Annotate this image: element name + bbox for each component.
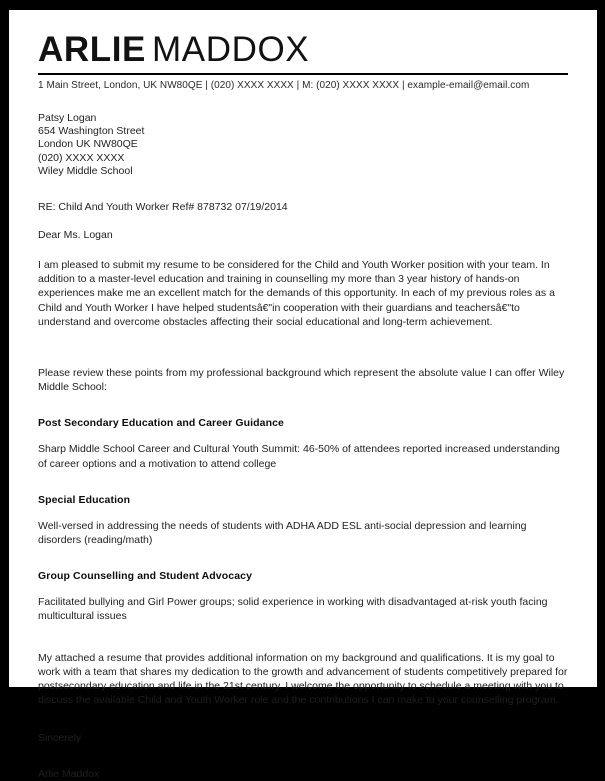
recipient-phone: (020) XXXX XXXX: [38, 151, 125, 164]
signoff: Sincerely: [38, 732, 82, 745]
intro-paragraph: I am pleased to submit my resume to be considered for the Child and Youth Worker position with your team. In addition to a master-level education and training in counselling my more than 3 year history of hands-on experiences make me an excellent match for the demands of this opportunity. In each of my previous roles as a Child and Youth Worker I have helped studentsâ€"in cooperation with their guardians and teachersâ€"to understand and overcome obstacles affecting their social educational and long-term achievement.: [38, 259, 555, 328]
section-heading-post-secondary: Post Secondary Education and Career Guidance: [38, 417, 284, 430]
recipient-address-block: [38, 112, 568, 178]
recipient-name: Patsy Logan: [38, 112, 97, 124]
signature-name: Arlie Maddox: [38, 768, 100, 781]
closing-paragraph: My attached a resume that provides additional information on my background and qualifications. It is my goal to work with a team that shares my dedication to the growth and advancement of students competitively prepared for postsecondary education and life in the 21st century. I welcome the opportunity to schedule a meeting with you to discuss the available Child and Youth Worker role and the contributions I can make to your counselling program.: [38, 651, 568, 707]
contact-info-line: 1 Main Street, London, UK NW80QE | (020) XXXX XXXX | M: (020) XXXX XXXX | example-email@email.com: [38, 80, 530, 91]
section-body-group-counselling: Facilitated bullying and Girl Power groups; solid experience in working with disadvantaged at-risk youth facing multicultural issues: [38, 596, 548, 623]
section-heading-special-education: Special Education: [38, 493, 131, 506]
page-title: [38, 31, 568, 69]
section-body-post-secondary: Sharp Middle School Career and Cultural Youth Summit: 46-50% of attendees reported increased understanding of career options and a motivation to attend college: [38, 443, 560, 470]
salutation: Dear Ms. Logan: [38, 229, 113, 242]
letterhead-divider: [38, 73, 568, 75]
letter-page: [9, 10, 597, 781]
review-paragraph: Please review these points from my professional background which represent the absolute value I can offer Wiley Middle School:: [38, 367, 565, 394]
subject-reference-line: RE: Child And Youth Worker Ref# 878732 07/19/2014: [38, 201, 288, 214]
letterhead: [38, 31, 568, 93]
section-heading-group-counselling: Group Counselling and Student Advocacy: [38, 570, 253, 583]
last-name: MADDOX: [152, 30, 310, 69]
recipient-street: 654 Washington Street: [38, 125, 145, 138]
recipient-organization: Wiley Middle School: [38, 164, 133, 177]
recipient-city: London UK NW80QE: [38, 138, 138, 151]
first-name: ARLIE: [38, 30, 146, 69]
section-body-special-education: Well-versed in addressing the needs of students with ADHA ADD ESL anti-social depression and learning disorders (reading/math): [38, 519, 527, 547]
